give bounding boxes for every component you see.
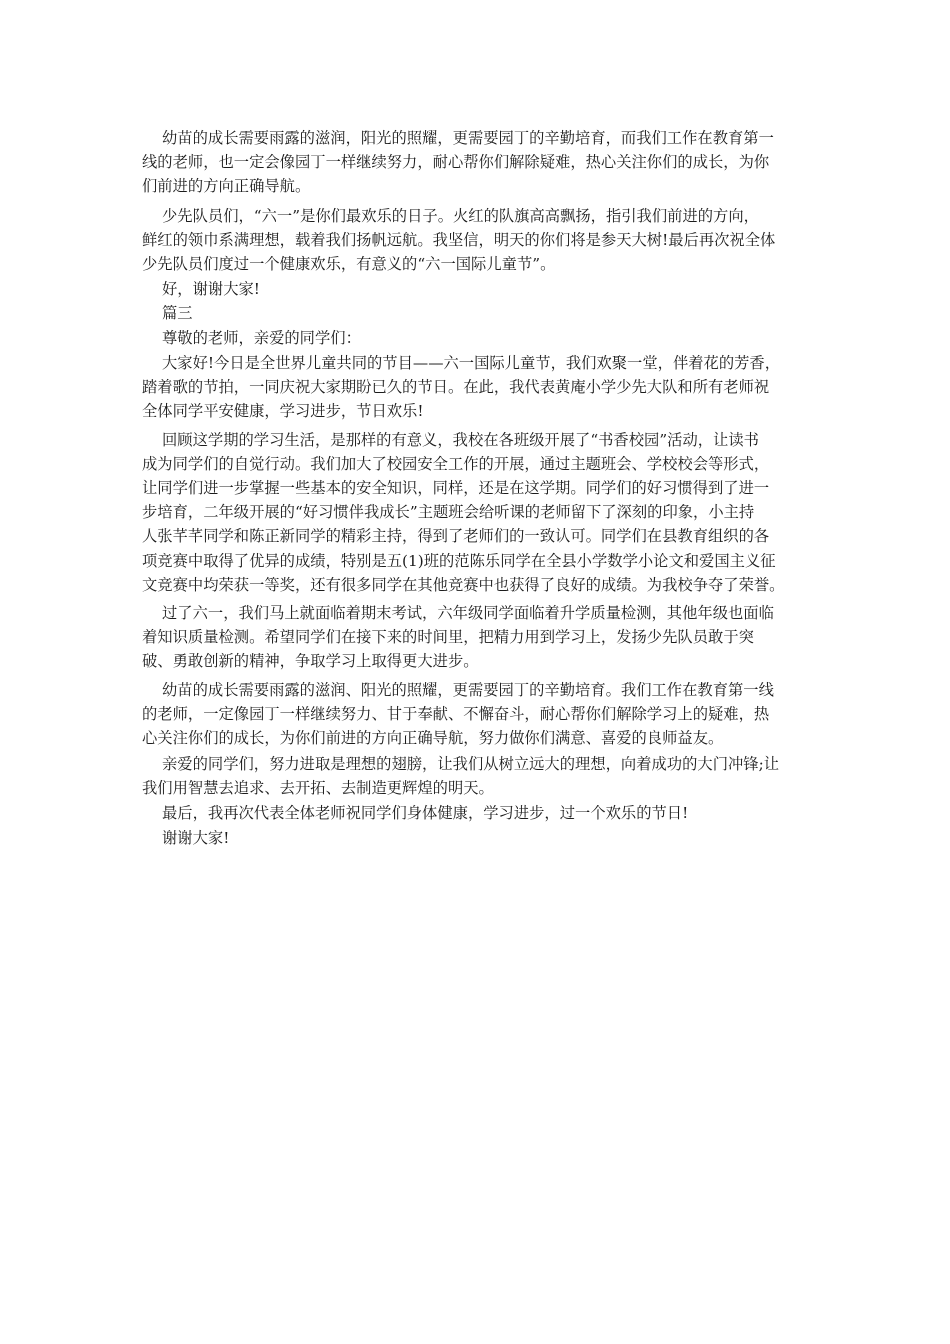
text-line: 鲜红的领巾系满理想，载着我们扬帆远航。我坚信，明天的你们将是参天大树!最后再次祝全体 — [142, 231, 776, 249]
text-line: 成为同学们的自觉行动。我们加大了校园安全工作的开展，通过主题班会、学校校会等形式， — [142, 455, 770, 473]
text-line: 大家好!今日是全世界儿童共同的节目——六一国际儿童节，我们欢聚一堂，伴着花的芳香， — [162, 354, 781, 372]
text-line: 们前进的方向正确导航。 — [142, 177, 311, 195]
text-line: 让同学们进一步掌握一些基本的安全知识，同样，还是在这学期。同学们的好习惯得到了进一 — [142, 479, 770, 497]
text-line: 幼苗的成长需要雨露的滋润，阳光的照耀，更需要园丁的辛勤培育，而我们工作在教育第一 — [162, 129, 774, 147]
text-line: 幼苗的成长需要雨露的滋润、阳光的照耀，更需要园丁的辛勤培育。我们工作在教育第一线 — [162, 681, 774, 699]
text-line: 全体同学平安健康，学习进步，节日欢乐! — [142, 402, 424, 420]
text-line: 破、勇敢创新的精神，争取学习上取得更大进步。 — [142, 652, 479, 670]
text-line: 文竞赛中均荣获一等奖，还有很多同学在其他竞赛中也获得了良好的成绩。为我校争夺了荣誉。 — [142, 576, 785, 594]
text-line: 踏着歌的节拍，一同庆祝大家期盼已久的节日。在此，我代表黄庵小学少先大队和所有老师祝 — [142, 378, 770, 396]
text-line: 我们用智慧去追求、去开拓、去制造更辉煌的明天。 — [142, 779, 494, 797]
text-line: 线的老师，也一定会像园丁一样继续努力，耐心帮你们解除疑难，热心关注你们的成长，为你 — [142, 153, 770, 171]
text-line: 心关注你们的成长，为你们前进的方向正确导航，努力做你们满意、喜爱的良师益友。 — [142, 729, 724, 747]
text-line: 亲爱的同学们，努力进取是理想的翅膀，让我们从树立远大的理想，向着成功的大门冲锋;让 — [162, 755, 780, 773]
text-line: 人张芊芊同学和陈正新同学的精彩主持，得到了老师们的一致认可。同学们在县教育组织的各 — [142, 527, 770, 545]
text-line: 的老师，一定像园丁一样继续努力、甘于奉献、不懈奋斗，耐心帮你们解除学习上的疑难，热 — [142, 705, 770, 723]
text-line: 过了六一，我们马上就面临着期末考试，六年级同学面临着升学质量检测，其他年级也面临 — [162, 604, 774, 622]
text-line: 着知识质量检测。希望同学们在接下来的时间里，把精力用到学习上，发扬少先队员敢于突 — [142, 628, 754, 646]
text-line: 好，谢谢大家! — [162, 280, 260, 298]
text-line: 项竞赛中取得了优异的成绩，特别是五(1)班的范陈乐同学在全县小学数学小论文和爱国主义征 — [142, 552, 776, 570]
text-line: 最后，我再次代表全体老师祝同学们身体健康，学习进步，过一个欢乐的节日! — [162, 804, 689, 822]
section-heading: 篇三 — [162, 304, 193, 322]
text-line: 少先队员们，“六一”是你们最欢乐的日子。火红的队旗高高飘扬，指引我们前进的方向， — [162, 207, 759, 225]
text-line: 回顾这学期的学习生活，是那样的有意义，我校在各班级开展了“书香校园”活动，让读书 — [162, 431, 759, 449]
closing-line: 谢谢大家! — [162, 829, 230, 847]
text-line: 步培育，二年级开展的“好习惯伴我成长”主题班会给听课的老师留下了深刻的印象，小主持 — [142, 503, 755, 521]
text-line: 少先队员们度过一个健康欢乐，有意义的“六一国际儿童节”。 — [142, 255, 556, 273]
salutation: 尊敬的老师，亲爱的同学们： — [162, 329, 361, 347]
